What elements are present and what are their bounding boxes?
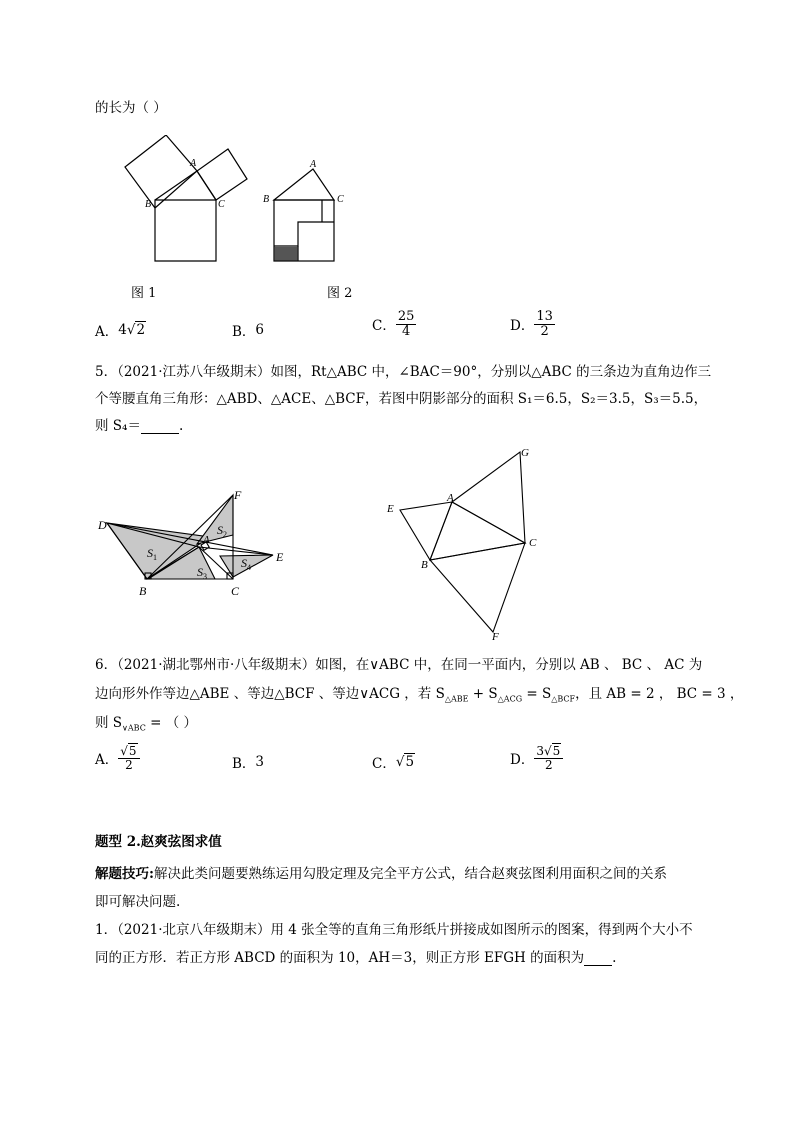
- q6-label-b: B: [421, 559, 428, 571]
- q4-figure-1: [118, 135, 258, 265]
- q6-label-a: A: [447, 492, 454, 504]
- s-q1-line-2: 同的正方形．若正方形 ABCD 的面积为 10，AH＝3，则正方形 EFGH 的面积为 .: [95, 950, 617, 966]
- q6-line-2: 边向形外作等边△ABE 、等边△BCF 、等边∨ACG ，若 $S_{\triangle ABE} + S_{\triangle ACG} = S_{\triangle BCF}$，且 AB = 2 ， BC = 3 ，: [95, 686, 744, 704]
- section-title: 题型 2.赵爽弦图求值: [95, 834, 222, 850]
- answer-blank[interactable]: [584, 949, 612, 966]
- q6-line-3: 则 $S_{\vee ABC}$ = （ ）: [95, 715, 198, 733]
- square-on-ab: [125, 135, 197, 208]
- fig2-label-a: A: [310, 159, 317, 170]
- square-on-ac: [197, 149, 247, 200]
- triangle-acg: [452, 452, 525, 543]
- fig1-label-a: A: [190, 158, 197, 169]
- q5-line-2: 个等腰直角三角形：△ABD、△ACE、△BCF，若图中阴影部分的面积 S₁＝6.5，S₂＝3.5，S₃＝5.5，: [95, 391, 708, 407]
- q6-label-e: E: [387, 503, 394, 515]
- q4-option-b[interactable]: B． 6: [232, 322, 265, 340]
- q5-s1: $S_1$: [147, 546, 157, 562]
- q6-option-b[interactable]: B． 3: [232, 754, 265, 772]
- q6-label-g: G: [521, 447, 529, 459]
- q6-figure: [380, 440, 550, 645]
- tip-line-1: 解题技巧:解决此类问题要熟练运用勾股定理及完全平方公式，结合赵爽弦图利用面积之间的关系: [95, 866, 667, 882]
- q5-l-label-b: B: [139, 584, 147, 598]
- q5-line-1: 5．（2021·江苏八年级期末）如图，Rt△ABC 中，∠BAC＝90°，分别以△ABC 的三条边为直角边作三: [95, 364, 712, 380]
- fig1-label-b: B: [145, 199, 152, 210]
- fig2-label-c: C: [337, 194, 344, 205]
- q4-option-a[interactable]: A． 4 √2: [95, 322, 146, 340]
- triangle-abe: [400, 502, 452, 560]
- fig1-label-c: C: [218, 199, 225, 210]
- triangle-abc: [274, 169, 334, 200]
- q6-option-c[interactable]: C． √5: [372, 754, 415, 772]
- q5-l-label-f: F: [234, 488, 242, 502]
- q4-option-d[interactable]: D． $\frac{13}{2}$: [510, 309, 553, 339]
- tip-line-2: 即可解决问题.: [95, 894, 181, 910]
- q6-option-d[interactable]: D． $\frac{3√5}{2}$: [510, 745, 563, 771]
- square-on-bc: [155, 200, 216, 261]
- q6-label-f: F: [492, 631, 499, 643]
- q5-l-label-a: A: [203, 534, 210, 546]
- q5-l-label-c: C: [231, 584, 240, 598]
- q4-option-c[interactable]: C． $\frac{25}{4}$: [372, 309, 415, 339]
- fig1-caption: 图 1: [131, 286, 157, 301]
- q6-option-a[interactable]: A． $\frac{√5}{2}$: [95, 745, 140, 771]
- shaded-square: [275, 247, 298, 261]
- q5-s2: $S_2$: [217, 523, 227, 539]
- q5-l-label-d: D: [98, 518, 107, 532]
- q6-line-1: 6．（2021·湖北鄂州市·八年级期末）如图，在∨ABC 中，在同一平面内，分别以 AB 、 BC 、 AC 为: [95, 657, 703, 673]
- fig2-label-b: B: [263, 194, 270, 205]
- answer-blank[interactable]: [141, 417, 179, 434]
- fig2-caption: 图 2: [327, 286, 353, 301]
- q5-s3: $S_3$: [197, 565, 207, 581]
- q4-stem-tail: 的长为（ ）: [95, 100, 167, 116]
- q5-l-label-e: E: [276, 550, 284, 564]
- q4-figure-2: [262, 155, 354, 267]
- q6-label-c: C: [529, 537, 537, 549]
- q5-s4: $S_4$: [241, 556, 251, 572]
- s-q1-line-1: 1．（2021·北京八年级期末）用 4 张全等的直角三角形纸片拼接成如图所示的图案，得到两个大小不: [95, 922, 693, 938]
- q5-line-3: 则 S₄＝ .: [95, 418, 184, 434]
- q5-left-figure: [95, 485, 295, 603]
- triangle-bcf: [430, 543, 525, 632]
